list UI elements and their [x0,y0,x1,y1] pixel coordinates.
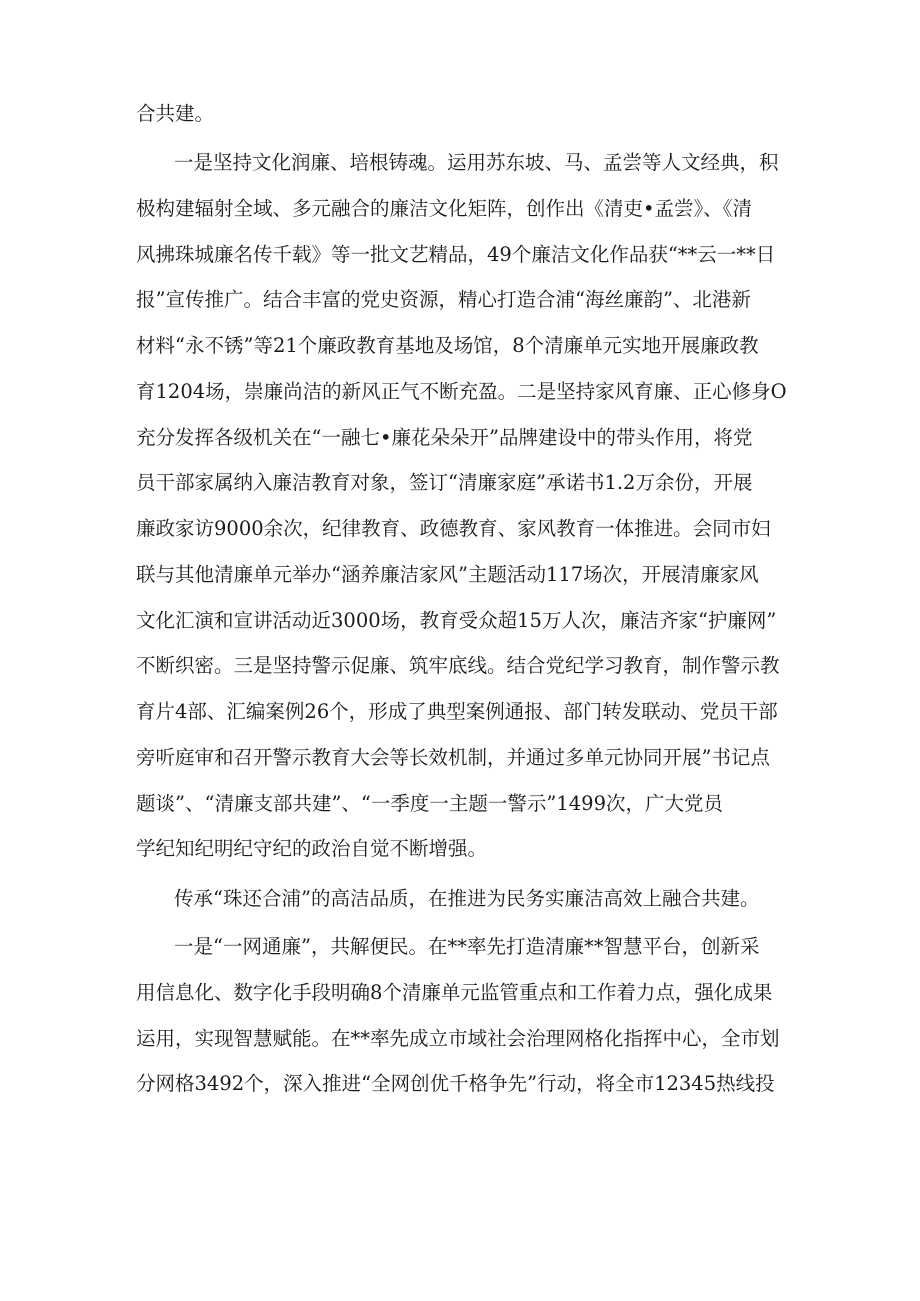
text-line: 文化汇演和宣讲活动近3000场，教育受众超15万人次，廉洁齐家“护廉网” [136,609,777,632]
text-line: 廉政家访9000余次，纪律教育、政德教育、家风教育一体推进。会同市妇 [136,517,771,540]
text-line: 育1204场，崇廉尚洁的新风正气不断充盈。二是坚持家风育廉、正心修身O [136,380,787,403]
text-line: 员干部家属纳入廉洁教育对象，签订“清廉家庭”承诺书1.2万余份，开展 [136,471,753,494]
text-line: 题谈”、“清廉支部共建”、“一季度一主题一警示”1499次，广大党员 [136,792,723,815]
paragraph-start-line: 一是坚持文化润廉、培根铸魂。运用苏东坡、马、孟尝等人文经典，积 [174,151,779,174]
text-line: 育片4部、汇编案例26个，形成了典型案例通报、部门转发联动、党员干部 [136,700,778,723]
text-line: 用信息化、数字化手段明确8个清廉单元监管重点和工作着力点，强化成果 [136,981,773,1004]
text-line: 运用，实现智慧赋能。在**率先成立市域社会治理网格化指挥中心，全市划 [136,1027,780,1050]
text-line: 风拂珠城廉名传千载》等一批文艺精品，49个廉洁文化作品获“**云一**日 [136,243,776,266]
text-line: 不断织密。三是坚持警示促廉、筑牢底线。结合党纪学习教育，制作警示教 [136,654,780,677]
text-line: 合共建。 [136,102,215,125]
paragraph-start-line: 一是“一网通廉”，共解便民。在**率先打造清廉**智慧平台，创新采 [174,935,760,958]
paragraph-start-line: 传承“珠还合浦”的高洁品质，在推进为民务实廉洁高效上融合共建。 [174,887,760,910]
text-line: 分网格3492个，深入推进“全网创优千格争先”行动，将全市12345热线投 [136,1072,775,1095]
text-line: 材料“永不锈”等21个廉政教育基地及场馆，8个清廉单元实地开展廉政教 [136,334,759,357]
text-line: 联与其他清廉单元举办“涵养廉洁家风”主题活动117场次，开展清廉家风 [136,563,759,586]
text-line: 学纪知纪明纪守纪的政治自觉不断增强。 [136,837,488,860]
text-line: 充分发挥各级机关在“一融七•廉花朵朵开”品牌建设中的带头作用，将党 [136,426,753,449]
text-line: 报”宣传推广。结合丰富的党史资源，精心打造合浦“海丝廉韵”、北港新 [136,288,751,311]
text-line: 极构建辐射全域、多元融合的廉洁文化矩阵，创作出《清吏•孟尝》、《清 [136,197,753,220]
text-line: 旁听庭审和召开警示教育大会等长效机制，并通过多单元协同开展”书记点 [136,746,770,769]
